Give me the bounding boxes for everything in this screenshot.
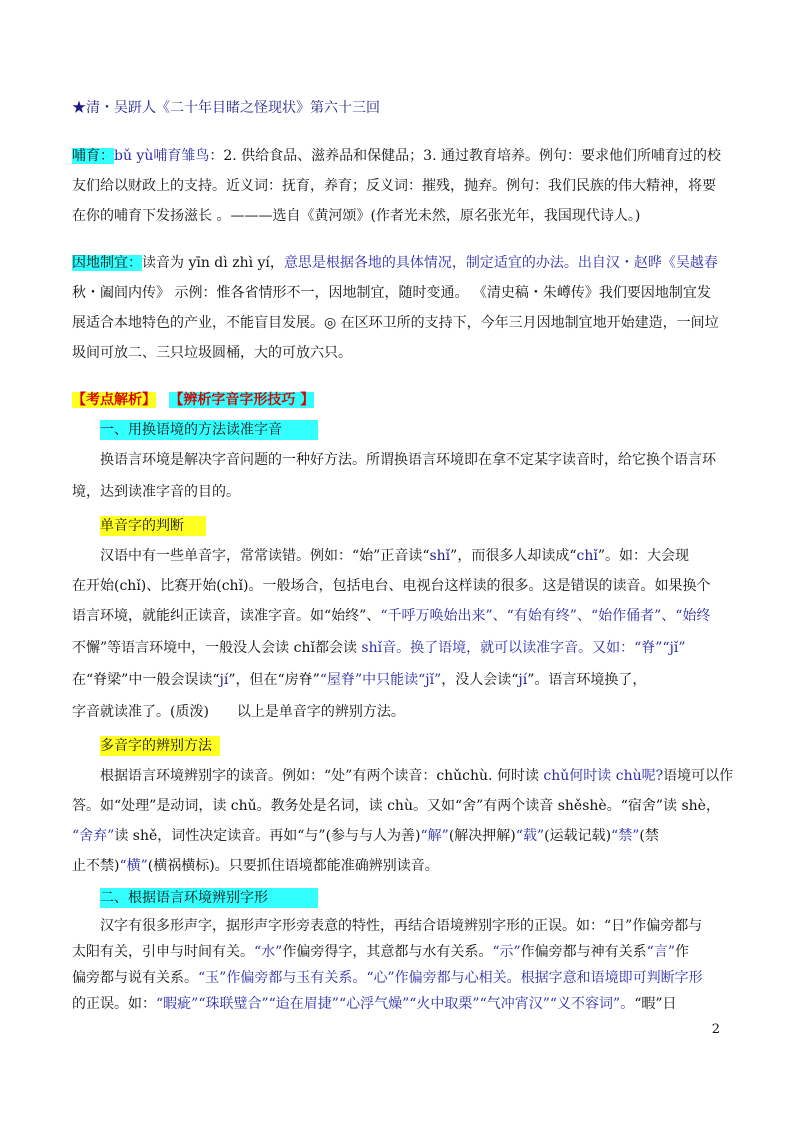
section2-l3a: 偏旁都与说有关系。 bbox=[72, 970, 198, 986]
star-icon: ★ bbox=[72, 100, 86, 116]
section2-l4a: 的正误。如： bbox=[72, 996, 156, 1012]
duoyin-l3b: 读 shě，词性决定读音。再如“与”(参与与人为善) bbox=[114, 828, 421, 844]
danyin-l5g: ”。语言环境换了， bbox=[527, 672, 647, 688]
danyin-l1c: ”，而很多人却读成“ bbox=[450, 548, 577, 564]
section2-line-2 bbox=[72, 942, 689, 962]
danyin-l5c: ”，但在“房脊” bbox=[228, 672, 320, 688]
section2-l3b: “玉”作偏旁都与玉有关系。 bbox=[198, 970, 367, 986]
danyin-l4a: 不懈”等语言环境中，一般没人会读 chǐ都会读 bbox=[72, 640, 362, 656]
duoyin-l3a: “舍弃” bbox=[72, 828, 115, 844]
section1-p2: 境，达到读准字音的目的。 bbox=[72, 484, 240, 500]
section2-l3c: “心” bbox=[366, 970, 395, 986]
danyin-line-1 bbox=[100, 546, 689, 566]
danyin-l5b: jí bbox=[219, 672, 229, 688]
section2-l2f: “言” bbox=[646, 944, 675, 960]
buyu-line-2: 友们给以财政上的支持。近义词：抚育，养育；反义词：摧残，抛弃。例句：我们民族的伟大精神，将要 bbox=[72, 178, 716, 194]
yindi-line-1 bbox=[72, 253, 718, 273]
duoyin-l3f: (运载记载) bbox=[544, 828, 612, 844]
danyin-line-4 bbox=[72, 638, 686, 658]
danyin-l5a: 在“脊梁”中一般会误读“ bbox=[72, 672, 220, 688]
duoyin-line-3 bbox=[72, 826, 659, 846]
duoyin-l4a: 止不禁) bbox=[72, 858, 120, 874]
buyu-pinyin: bǔ yù哺育雏鸟 bbox=[114, 148, 210, 164]
page-number: 2 bbox=[711, 1022, 720, 1037]
section2-line-1: 汉字有很多形声字，据形声字形旁表意的特性，再结合语境辨别字形的正误。如：“日”作偏旁都与 bbox=[100, 918, 703, 934]
section2-l4c: “暇”日 bbox=[634, 996, 677, 1012]
section2-l2b: “水” bbox=[254, 944, 283, 960]
duoyin-title: 多音字的辨别方法 bbox=[100, 736, 220, 756]
heading-row bbox=[72, 390, 314, 410]
danyin-l1e: ”。如：大会现 bbox=[597, 548, 690, 564]
section2-l2c: 作偏旁得字，其意都与水有关系。 bbox=[282, 944, 493, 960]
danyin-line-3 bbox=[72, 606, 710, 626]
yindi-line-4: 圾间可放二、三只垃圾圆桶，大的可放六只。 bbox=[72, 345, 352, 361]
buyu-text-1: ：2. 供给食品、滋养品和保健品；3. 通过教育培养。例句：要求他们所哺育过的校 bbox=[209, 148, 721, 164]
danyin-l5d: “屋脊”中只能读“jǐ” bbox=[319, 672, 442, 688]
duoyin-line-4 bbox=[72, 856, 439, 876]
danyin-l1d: chǐ bbox=[576, 548, 598, 564]
section1-p1: 换语言环境是解决字音问题的一种好方法。所谓换语言环境即在拿不定某字读音时，给它换个语言环 bbox=[100, 452, 716, 468]
section2-l2a: 太阳有关，引申与时间有关。 bbox=[72, 944, 254, 960]
duoyin-l4b: “横” bbox=[119, 858, 148, 874]
yindi-pinyin: 读音为 yīn dì zhì yí， bbox=[142, 255, 284, 271]
section1-title: 一、用换语境的方法读准字音 bbox=[100, 420, 318, 440]
kaodian-heading: 【考点解析】 bbox=[72, 392, 156, 408]
bianxi-heading: 【辨析字音字形技巧 】 bbox=[169, 392, 315, 408]
duoyin-l3e: “载” bbox=[515, 828, 545, 844]
duoyin-l3d: (解决押解) bbox=[448, 828, 516, 844]
duoyin-l4c: (横祸横标)。只要抓住语境都能准确辨别读音。 bbox=[147, 858, 439, 874]
section2-line-4 bbox=[72, 994, 677, 1014]
buyu-line-3: 在你的哺育下发扬滋长 。———选自《黄河颂》(作者光未然，原名张光年，我国现代诗人。) bbox=[72, 208, 641, 224]
buyu-term: 哺育： bbox=[72, 148, 114, 164]
yindi-line-3: 展适合本地特色的产业，不能盲目发展。◎ 在区环卫所的支持下，今年三月因地制宜地开始建造，一间垃 bbox=[72, 315, 719, 331]
danyin-l3b: “千呼万唤始出来”、“有始有终”、“始作俑者”、“始终 bbox=[380, 608, 711, 624]
danyin-l4b: shǐ音。换了语境，就可以读准字音。又如：“脊”“jǐ” bbox=[361, 640, 686, 656]
danyin-l3a: 语言环境，就能纠正读音，读准字音。如“始终”、 bbox=[72, 608, 381, 624]
section2-l4b: “暇疵”“珠联璧合”“迨在眉捷”“心浮气燥”“火中取栗”“气冲宵汉”“义不容词”。 bbox=[156, 996, 635, 1012]
section2-l2e: 作偏旁都与神有关系 bbox=[520, 944, 647, 960]
section2-l3d: 作偏旁都与心相关。根据字意和语境即可判断字形 bbox=[394, 970, 703, 986]
source-line bbox=[72, 98, 380, 118]
duoyin-l3c: “解” bbox=[420, 828, 449, 844]
duoyin-l3g: “禁” bbox=[611, 828, 640, 844]
danyin-line-6: 字音就读准了。(质泼) 以上是单音字的辨别方法。 bbox=[72, 704, 405, 720]
duoyin-l3h: (禁 bbox=[639, 828, 659, 844]
danyin-line-2: 在开始(chǐ)、比赛开始(chǐ)。一般场合，包括电台、电视台这样读的很多。这是错误的读音。如果换个 bbox=[72, 578, 711, 594]
section2-l2g: 作 bbox=[674, 944, 689, 960]
source-text: 清・吴趼人《二十年目睹之怪现状》第六十三回 bbox=[86, 100, 380, 116]
section2-title: 二、根据语言环境辨别字形 bbox=[100, 888, 318, 908]
yindi-meaning: 意思是根据各地的具体情况，制定适宜的办法。出自汉・赵晔《吴越春 bbox=[283, 255, 718, 271]
duoyin-l1c: 语境可以作 bbox=[663, 768, 734, 784]
danyin-l1b: shǐ bbox=[429, 548, 451, 564]
duoyin-l1b: chǔ何时读 chù呢? bbox=[543, 768, 664, 784]
buyu-line-1 bbox=[72, 146, 721, 166]
danyin-title: 单音字的判断 bbox=[100, 516, 206, 536]
danyin-line-5 bbox=[72, 670, 646, 690]
duoyin-line-2: 答。如“处理”是动词，读 chǔ。教务处是名词，读 chù。又如“舍”有两个读音 shěshè。“宿舍”读 shè， bbox=[72, 798, 720, 814]
duoyin-l1a: 根据语言环境辨别字的读音。例如：“处”有两个读音：chǔchù. 何时读 bbox=[100, 768, 544, 784]
danyin-l5f: jí bbox=[518, 672, 528, 688]
yindi-line-2: 秋・阖闾内传》 示例：惟各省情形不一，因地制宜，随时变通。 《清史稿・朱嶟传》我们要因地制宜发 bbox=[72, 285, 711, 301]
yindi-term: 因地制宜： bbox=[72, 255, 142, 271]
danyin-l5e: ，没人会读“ bbox=[441, 672, 519, 688]
duoyin-line-1 bbox=[100, 766, 733, 786]
section2-l2d: “示” bbox=[492, 944, 521, 960]
section2-line-3 bbox=[72, 968, 703, 988]
danyin-l1a: 汉语中有一些单音字，常常读错。例如：“始”正音读“ bbox=[100, 548, 430, 564]
